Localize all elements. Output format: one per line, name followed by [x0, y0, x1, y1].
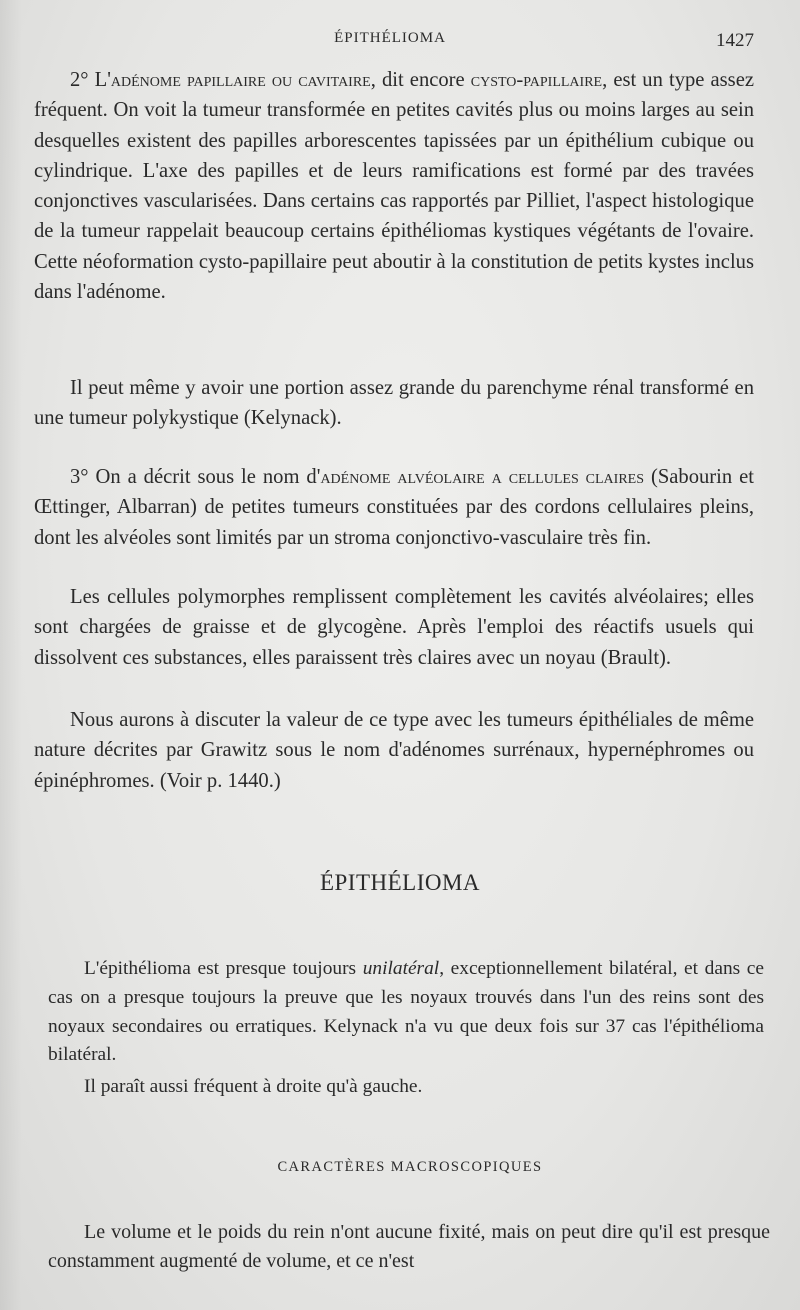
paragraph-text: , dit encore: [370, 69, 471, 91]
paragraph-text: , exceptionnellement bilatéral, et dans ce cas on a presque toujours la preuve que les noyaux trouvés dans l'un des reins sont des noyaux secondaires ou erratiques. Kelynack n'a vu que deux fois sur 37 cas l'épithélioma bilatéral.: [48, 958, 764, 1066]
paragraph-adenome-alveolaire: [34, 462, 754, 553]
term-adenome-alveolaire: adénome alvéolaire a cellules claires: [320, 466, 645, 488]
paragraph-lead: L'épithélioma est presque toujours: [84, 958, 363, 979]
page-fold-shadow: [0, 0, 22, 1310]
running-title: ÉPITHÉLIOMA: [334, 30, 446, 46]
term-cysto-papillaire: cysto-papillaire: [470, 69, 603, 91]
paragraph-lead: 2°: [70, 69, 95, 91]
subsection-heading: CARACTÈRES MACROSCOPIQUES: [277, 1159, 543, 1175]
running-head: [0, 30, 800, 56]
paragraph-cellules-polymorphes: Les cellules polymorphes remplissent complètement les cavités alvéolaires; elles sont chargées de graisse et de glycogène. Après l'emploi des réactifs usuels qui dissolvent ces substances, elles paraissent très claires avec un noyau (Brault).: [34, 586, 754, 669]
paragraph-unilateral: [48, 955, 764, 1070]
paragraph-frequence: Il paraît aussi fréquent à droite qu'à gauche.: [84, 1076, 423, 1097]
paragraph-text: (Sabourin et Œttinger, Albarran) de petites tumeurs constituées par des cordons cellulaires pleins, dont les alvéoles sont limités par un stroma conjonctivo-vasculaire très fin.: [34, 466, 754, 549]
paragraph-text: , est un type assez fréquent. On voit la tumeur transformée en petites cavités plus ou moins larges au sein desquelles existent des papilles arborescentes tapissées par un épithélium cubique ou cylindrique. L'axe des papilles et de leurs ramifications est formé par des travées conjonctives vascularisées. Dans certains cas rapportés par Pilliet, l'aspect histologique de la tumeur rappelait beaucoup certains épithéliomas kystiques végétants de l'ovaire. Cette néoformation cysto-papillaire peut aboutir à la constitution de petits kystes inclus dans l'adénome.: [34, 69, 754, 304]
paragraph-volume: Le volume et le poids du rein n'ont aucune fixité, mais on peut dire qu'il est presque constamment augmenté de volume, et ce n'est: [48, 1221, 770, 1272]
paragraph-lead: 3° On a décrit sous le nom d': [70, 466, 321, 488]
term-adenome-papillaire: L'adénome papillaire ou cavitaire: [94, 69, 371, 91]
paragraph-polykystique: Il peut même y avoir une portion assez grande du parenchyme rénal transformé en une tumeur polykystique (Kelynack).: [34, 377, 754, 430]
paragraph-grawitz: Nous aurons à discuter la valeur de ce type avec les tumeurs épithéliales de même nature décrites par Grawitz sous le nom d'adénomes surrénaux, hypernéphromes ou épinéphromes. (Voir p. 1440.): [34, 709, 754, 792]
paragraph-adenome-papillaire: [34, 65, 754, 307]
page-number: 1427: [716, 30, 754, 51]
section-heading: ÉPITHÉLIOMA: [319, 870, 481, 895]
term-unilateral: unilatéral: [362, 958, 440, 979]
